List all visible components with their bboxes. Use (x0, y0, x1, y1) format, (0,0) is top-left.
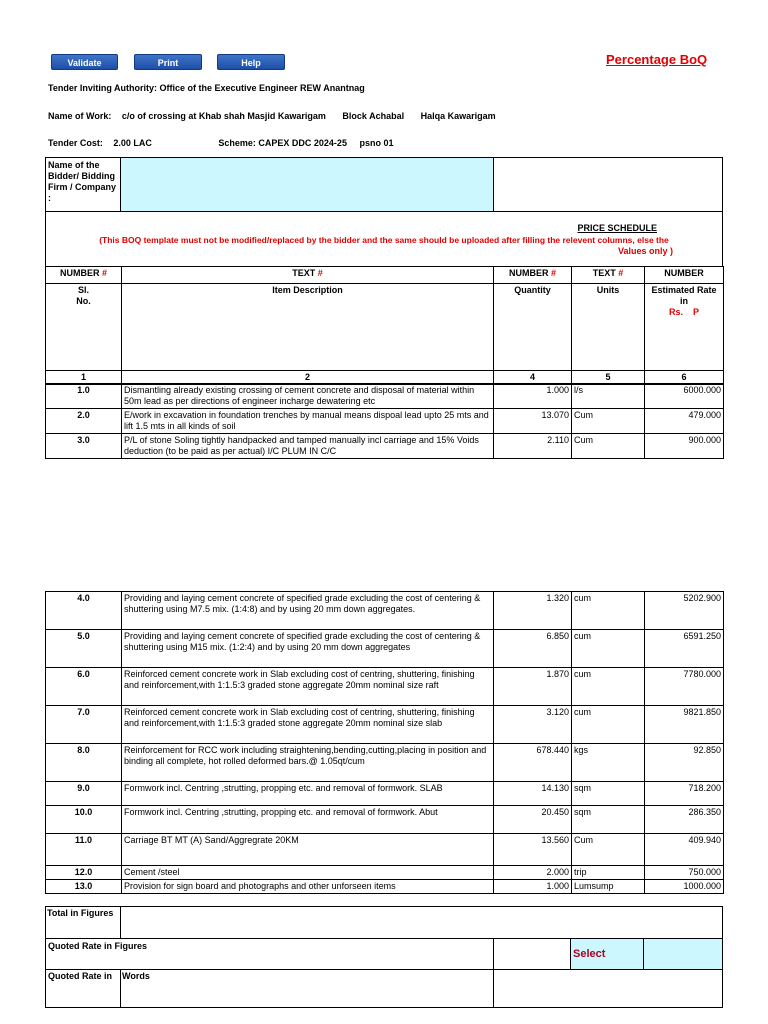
item-sl: 4.0 (46, 592, 122, 630)
item-unit: l/s (572, 384, 645, 409)
item-quantity: 678.440 (494, 744, 572, 782)
col-num-5: 5 (572, 371, 645, 385)
col-rate-header: Estimated Rate in Rs. P (645, 284, 724, 371)
items-table-1 (45, 383, 724, 459)
bidder-name-input[interactable] (121, 158, 493, 211)
item-quantity: 1.320 (494, 592, 572, 630)
item-sl: 5.0 (46, 630, 122, 668)
work-name: c/o of crossing at Khab shah Masjid Kawarigam (121, 111, 326, 121)
item-sl: 11.0 (46, 834, 122, 866)
item-rate: 7780.000 (645, 668, 724, 706)
tender-authority: Tender Inviting Authority: Office of the Executive Engineer REW Anantnag (48, 83, 365, 93)
table-row (46, 668, 724, 706)
table-row (46, 384, 724, 409)
item-description: Formwork incl. Centring ,strutting, propping etc. and removal of formwork. SLAB (122, 782, 494, 806)
item-unit: sqm (572, 806, 645, 834)
price-schedule-title: PRICE SCHEDULE (577, 223, 657, 233)
item-rate: 718.200 (645, 782, 724, 806)
item-rate: 286.350 (645, 806, 724, 834)
item-rate: 479.000 (645, 409, 724, 434)
item-description: E/work in excavation in foundation trenches by manual means dispoal lead upto 25 mts and lift 1.5 mts in all kinds of soil (122, 409, 494, 434)
item-quantity: 13.070 (494, 409, 572, 434)
item-description: Formwork incl. Centring ,strutting, propping etc. and removal of formwork. Abut (122, 806, 494, 834)
document-title: Percentage BoQ (606, 52, 708, 67)
col-sl-header: Sl. No. (46, 284, 122, 371)
table-row (46, 706, 724, 744)
help-button[interactable]: Help (217, 54, 285, 70)
item-sl: 13.0 (46, 880, 122, 894)
tender-cost-line (48, 138, 393, 148)
item-description: P/L of stone Soling tightly handpacked and tamped manually incl carriage and 15% Voids deduction (to be paid as per actual) I/C PLUM IN C/C (122, 434, 494, 459)
quoted-figures-label: Quoted Rate in Figures (48, 941, 148, 951)
item-unit: cum (572, 706, 645, 744)
item-quantity: 3.120 (494, 706, 572, 744)
item-description: Reinforced cement concrete work in Slab excluding cost of centring, shuttering, finishing and reinforcement,with 1:1.5:3 graded stone aggregate 20mm nominal size slab (122, 706, 494, 744)
boq-warning-2: Values only ) (617, 246, 673, 256)
col-type-3: NUMBER # (494, 267, 572, 284)
item-description: Providing and laying cement concrete of specified grade excluding the cost of centering & shuttering using M15 mix. (1:2:4) and by using 20 mm down aggregates (122, 630, 494, 668)
item-rate: 6000.000 (645, 384, 724, 409)
item-sl: 9.0 (46, 782, 122, 806)
col-num-4: 4 (494, 371, 572, 385)
item-quantity: 14.130 (494, 782, 572, 806)
item-quantity: 1.000 (494, 384, 572, 409)
boq-warning: (This BOQ template must not be modified/replaced by the bidder and the same should be uploaded after filling the relevent columns, else the (99, 235, 669, 245)
col-num-2: 2 (122, 371, 494, 385)
items-table-2 (45, 591, 724, 894)
block-name: Block Achabal (342, 111, 405, 121)
total-label: Total in Figures (47, 908, 114, 918)
table-row (46, 592, 724, 630)
quoted-rate-input[interactable] (644, 939, 722, 969)
item-quantity: 2.000 (494, 866, 572, 880)
table-row (46, 782, 724, 806)
work-label: Name of Work: (48, 111, 112, 121)
item-unit: trip (572, 866, 645, 880)
item-sl: 10.0 (46, 806, 122, 834)
item-quantity: 20.450 (494, 806, 572, 834)
select-dropdown[interactable]: Select (571, 939, 643, 969)
quoted-words-label: Quoted Rate in (48, 971, 113, 981)
table-row (46, 434, 724, 459)
item-quantity: 1.870 (494, 668, 572, 706)
item-rate: 5202.900 (645, 592, 724, 630)
item-rate: 900.000 (645, 434, 724, 459)
name-of-work-line (48, 111, 496, 121)
item-description: Cement /steel (122, 866, 494, 880)
item-quantity: 13.560 (494, 834, 572, 866)
scheme-name: Scheme: CAPEX DDC 2024-25 (218, 138, 347, 148)
col-type-2: TEXT # (122, 267, 494, 284)
col-type-4: TEXT # (572, 267, 645, 284)
table-row (46, 409, 724, 434)
item-rate: 6591.250 (645, 630, 724, 668)
item-description: Reinforced cement concrete work in Slab excluding cost of centring, shuttering, finishing and reinforcement,with 1:1.5:3 graded stone aggregate 20mm nominal size raft (122, 668, 494, 706)
psno-value: psno 01 (359, 138, 394, 148)
item-sl: 6.0 (46, 668, 122, 706)
cost-value: 2.00 LAC (113, 138, 152, 148)
quoted-words-label-b: Words (122, 971, 150, 981)
item-unit: sqm (572, 782, 645, 806)
col-num-1: 1 (46, 371, 122, 385)
table-row (46, 806, 724, 834)
column-header-table (45, 266, 724, 385)
col-num-6: 6 (645, 371, 724, 385)
item-unit: kgs (572, 744, 645, 782)
item-unit: cum (572, 668, 645, 706)
item-sl: 8.0 (46, 744, 122, 782)
item-description: Carriage BT MT (A) Sand/Aggregrate 20KM (122, 834, 494, 866)
item-rate: 750.000 (645, 866, 724, 880)
col-type-5: NUMBER (645, 267, 724, 284)
item-rate: 1000.000 (645, 880, 724, 894)
item-sl: 1.0 (46, 384, 122, 409)
col-units-header: Units (572, 284, 645, 371)
item-sl: 2.0 (46, 409, 122, 434)
item-unit: Lumsump (572, 880, 645, 894)
item-quantity: 2.110 (494, 434, 572, 459)
item-unit: cum (572, 592, 645, 630)
table-row (46, 744, 724, 782)
col-type-1: NUMBER # (46, 267, 122, 284)
item-description: Reinforcement for RCC work including straightening,bending,cutting,placing in position and binding all complete, hot rolled deformed bars.@ 1.05qt/cum (122, 744, 494, 782)
item-unit: Cum (572, 834, 645, 866)
col-qty-header: Quantity (494, 284, 572, 371)
item-description: Provision for sign board and photographs and other unforseen items (122, 880, 494, 894)
item-rate: 92.850 (645, 744, 724, 782)
item-quantity: 6.850 (494, 630, 572, 668)
table-row (46, 880, 724, 894)
item-quantity: 1.000 (494, 880, 572, 894)
print-button[interactable]: Print (134, 54, 202, 70)
halqa-name: Halqa Kawarigam (420, 111, 496, 121)
table-row (46, 630, 724, 668)
item-unit: Cum (572, 434, 645, 459)
cost-label: Tender Cost: (48, 138, 103, 148)
item-rate: 9821.850 (645, 706, 724, 744)
table-row (46, 866, 724, 880)
item-unit: Cum (572, 409, 645, 434)
item-unit: cum (572, 630, 645, 668)
table-row (46, 834, 724, 866)
item-rate: 409.940 (645, 834, 724, 866)
item-description: Dismantling already existing crossing of cement concrete and disposal of material within 50m lead as per directions of engineer incharge dewatering etc (122, 384, 494, 409)
item-sl: 12.0 (46, 866, 122, 880)
item-sl: 7.0 (46, 706, 122, 744)
item-description: Providing and laying cement concrete of specified grade excluding the cost of centering & shuttering using M7.5 mix. (1:4:8) and by using 20 mm down aggregates. (122, 592, 494, 630)
bidder-label: Name of the Bidder/ Bidding Firm / Company : (48, 160, 117, 203)
item-sl: 3.0 (46, 434, 122, 459)
col-desc-header: Item Description (122, 284, 494, 371)
validate-button[interactable]: Validate (51, 54, 118, 70)
